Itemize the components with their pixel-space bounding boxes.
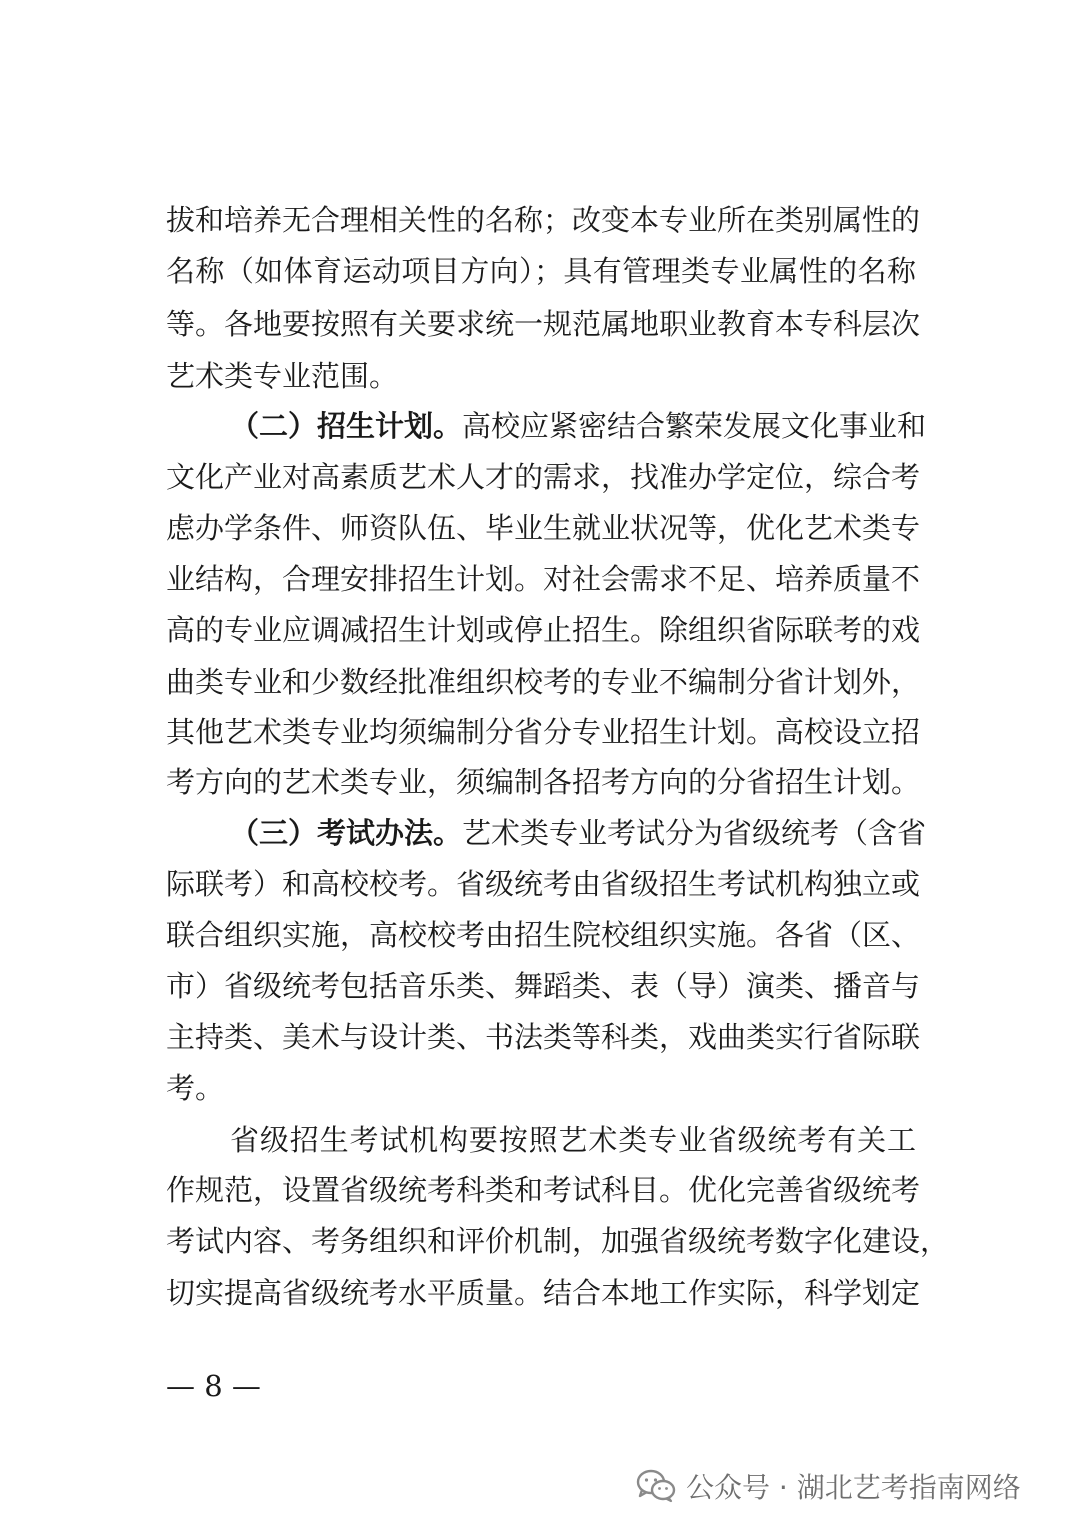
page-number: — 8 — — [166, 1369, 261, 1403]
paragraph2-heading: （二）招生计划。 — [230, 409, 463, 443]
paragraph2-line-6: 曲类专业和少数经批准组织校考的专业不编制分省计划外， — [166, 665, 921, 699]
paragraph3-first-line — [230, 813, 927, 853]
paragraph1-line-3: 等。各地要按照有关要求统一规范属地职业教育本专科层次 — [166, 307, 921, 341]
paragraph3-line-2: 际联考）和高校校考。省级统考由省级招生考试机构独立或 — [166, 867, 921, 901]
paragraph3-line-6: 考。 — [166, 1071, 225, 1105]
paragraph2-line-3: 虑办学条件、师资队伍、毕业生就业状况等，优化艺术类专 — [166, 511, 921, 545]
watermark — [636, 1464, 1021, 1508]
paragraph2-line-5: 高的专业应调减招生计划或停止招生。除组织省际联考的戏 — [166, 613, 921, 647]
watermark-text: 公众号 · 湖北艺考指南网络 — [686, 1471, 1021, 1504]
wechat-icon — [636, 1469, 676, 1503]
paragraph4-line-4: 切实提高省级统考水平质量。结合本地工作实际，科学划定 — [166, 1276, 921, 1310]
paragraph3-heading: （三）考试办法。 — [230, 816, 463, 850]
paragraph3-line-3: 联合组织实施，高校校考由招生院校组织实施。各省（区、 — [166, 918, 921, 952]
paragraph3-line-5: 主持类、美术与设计类、书法类等科类，戏曲类实行省际联 — [166, 1020, 921, 1054]
paragraph4-line-2: 作规范，设置省级统考科类和考试科目。优化完善省级统考 — [166, 1173, 921, 1207]
paragraph1-line-4: 艺术类专业范围。 — [166, 359, 399, 393]
paragraph2-line-2: 文化产业对高素质艺术人才的需求，找准办学定位，综合考 — [166, 460, 921, 494]
paragraph3-first-line-text: 艺术类专业考试分为省级统考（含省 — [462, 816, 927, 850]
paragraph2-first-line — [230, 406, 927, 446]
paragraph1-line-1: 拔和培养无合理相关性的名称；改变本专业所在类别属性的 — [166, 203, 921, 237]
paragraph3-line-4: 市）省级统考包括音乐类、舞蹈类、表（导）演类、播音与 — [166, 969, 921, 1003]
paragraph2-line-7: 其他艺术类专业均须编制分省分专业招生计划。高校设立招 — [166, 715, 921, 749]
paragraph4-line-3: 考试内容、考务组织和评价机制，加强省级统考数字化建设， — [166, 1224, 950, 1258]
paragraph2-line-4: 业结构，合理安排招生计划。对社会需求不足、培养质量不 — [166, 562, 921, 596]
paragraph4-first-line: 省级招生考试机构要按照艺术类专业省级统考有关工 — [230, 1123, 916, 1157]
paragraph2-first-line-text: 高校应紧密结合繁荣发展文化事业和 — [462, 409, 927, 443]
paragraph2-line-8: 考方向的艺术类专业，须编制各招考方向的分省招生计划。 — [166, 765, 921, 799]
paragraph1-line-2: 名称（如体育运动项目方向）；具有管理类专业属性的名称 — [166, 254, 916, 288]
